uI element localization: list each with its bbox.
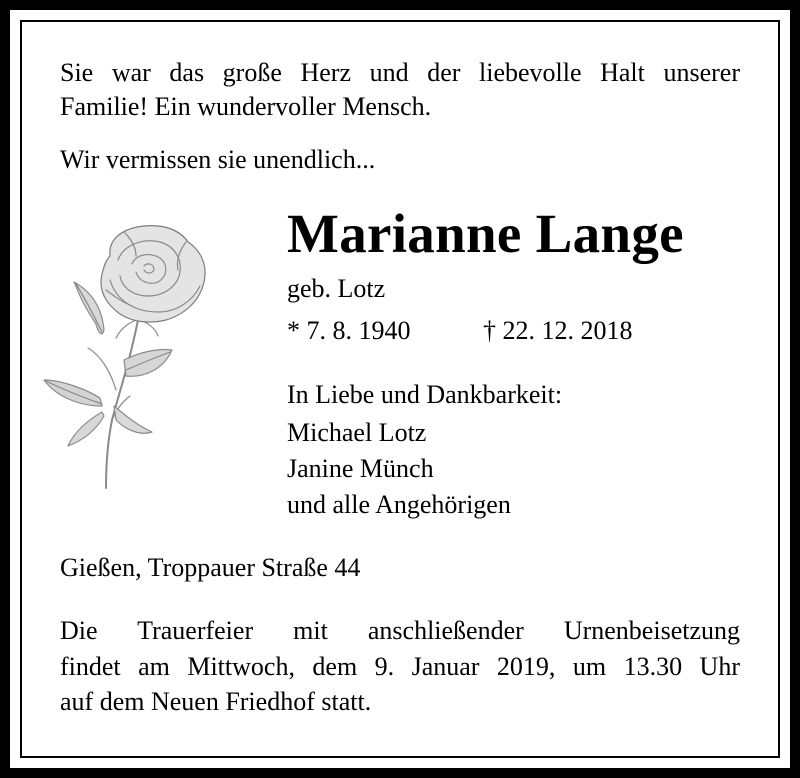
rose-icon [40,220,240,495]
ceremony-line-3: auf dem Neuen Friedhof statt. [60,687,372,716]
opening-line-3: Wir vermissen sie unendlich... [60,145,376,174]
mourner-name: Janine Münch [287,454,434,483]
opening-line-2: Familie! Ein wundervoller Mensch. [60,92,432,121]
ceremony-line-1: Die Trauerfeier mit anschließender Urnenbeisetzung [60,616,740,645]
birth-date: * 7. 8. 1940 [287,316,411,345]
birth-name: geb. Lotz [287,274,386,303]
death-date: † 22. 12. 2018 [483,316,633,345]
mourner-name: Michael Lotz [287,418,427,447]
deceased-name: Marianne Lange [287,203,684,264]
mourner-name: und alle Angehörigen [287,490,511,519]
mourners-intro: In Liebe und Dankbarkeit: [287,380,563,409]
opening-line-1: Sie war das große Herz und der liebevolle Halt unserer [60,58,740,87]
address: Gießen, Troppauer Straße 44 [60,553,361,582]
ceremony-line-2: findet am Mittwoch, dem 9. Januar 2019, um 13.30 Uhr [60,652,740,681]
